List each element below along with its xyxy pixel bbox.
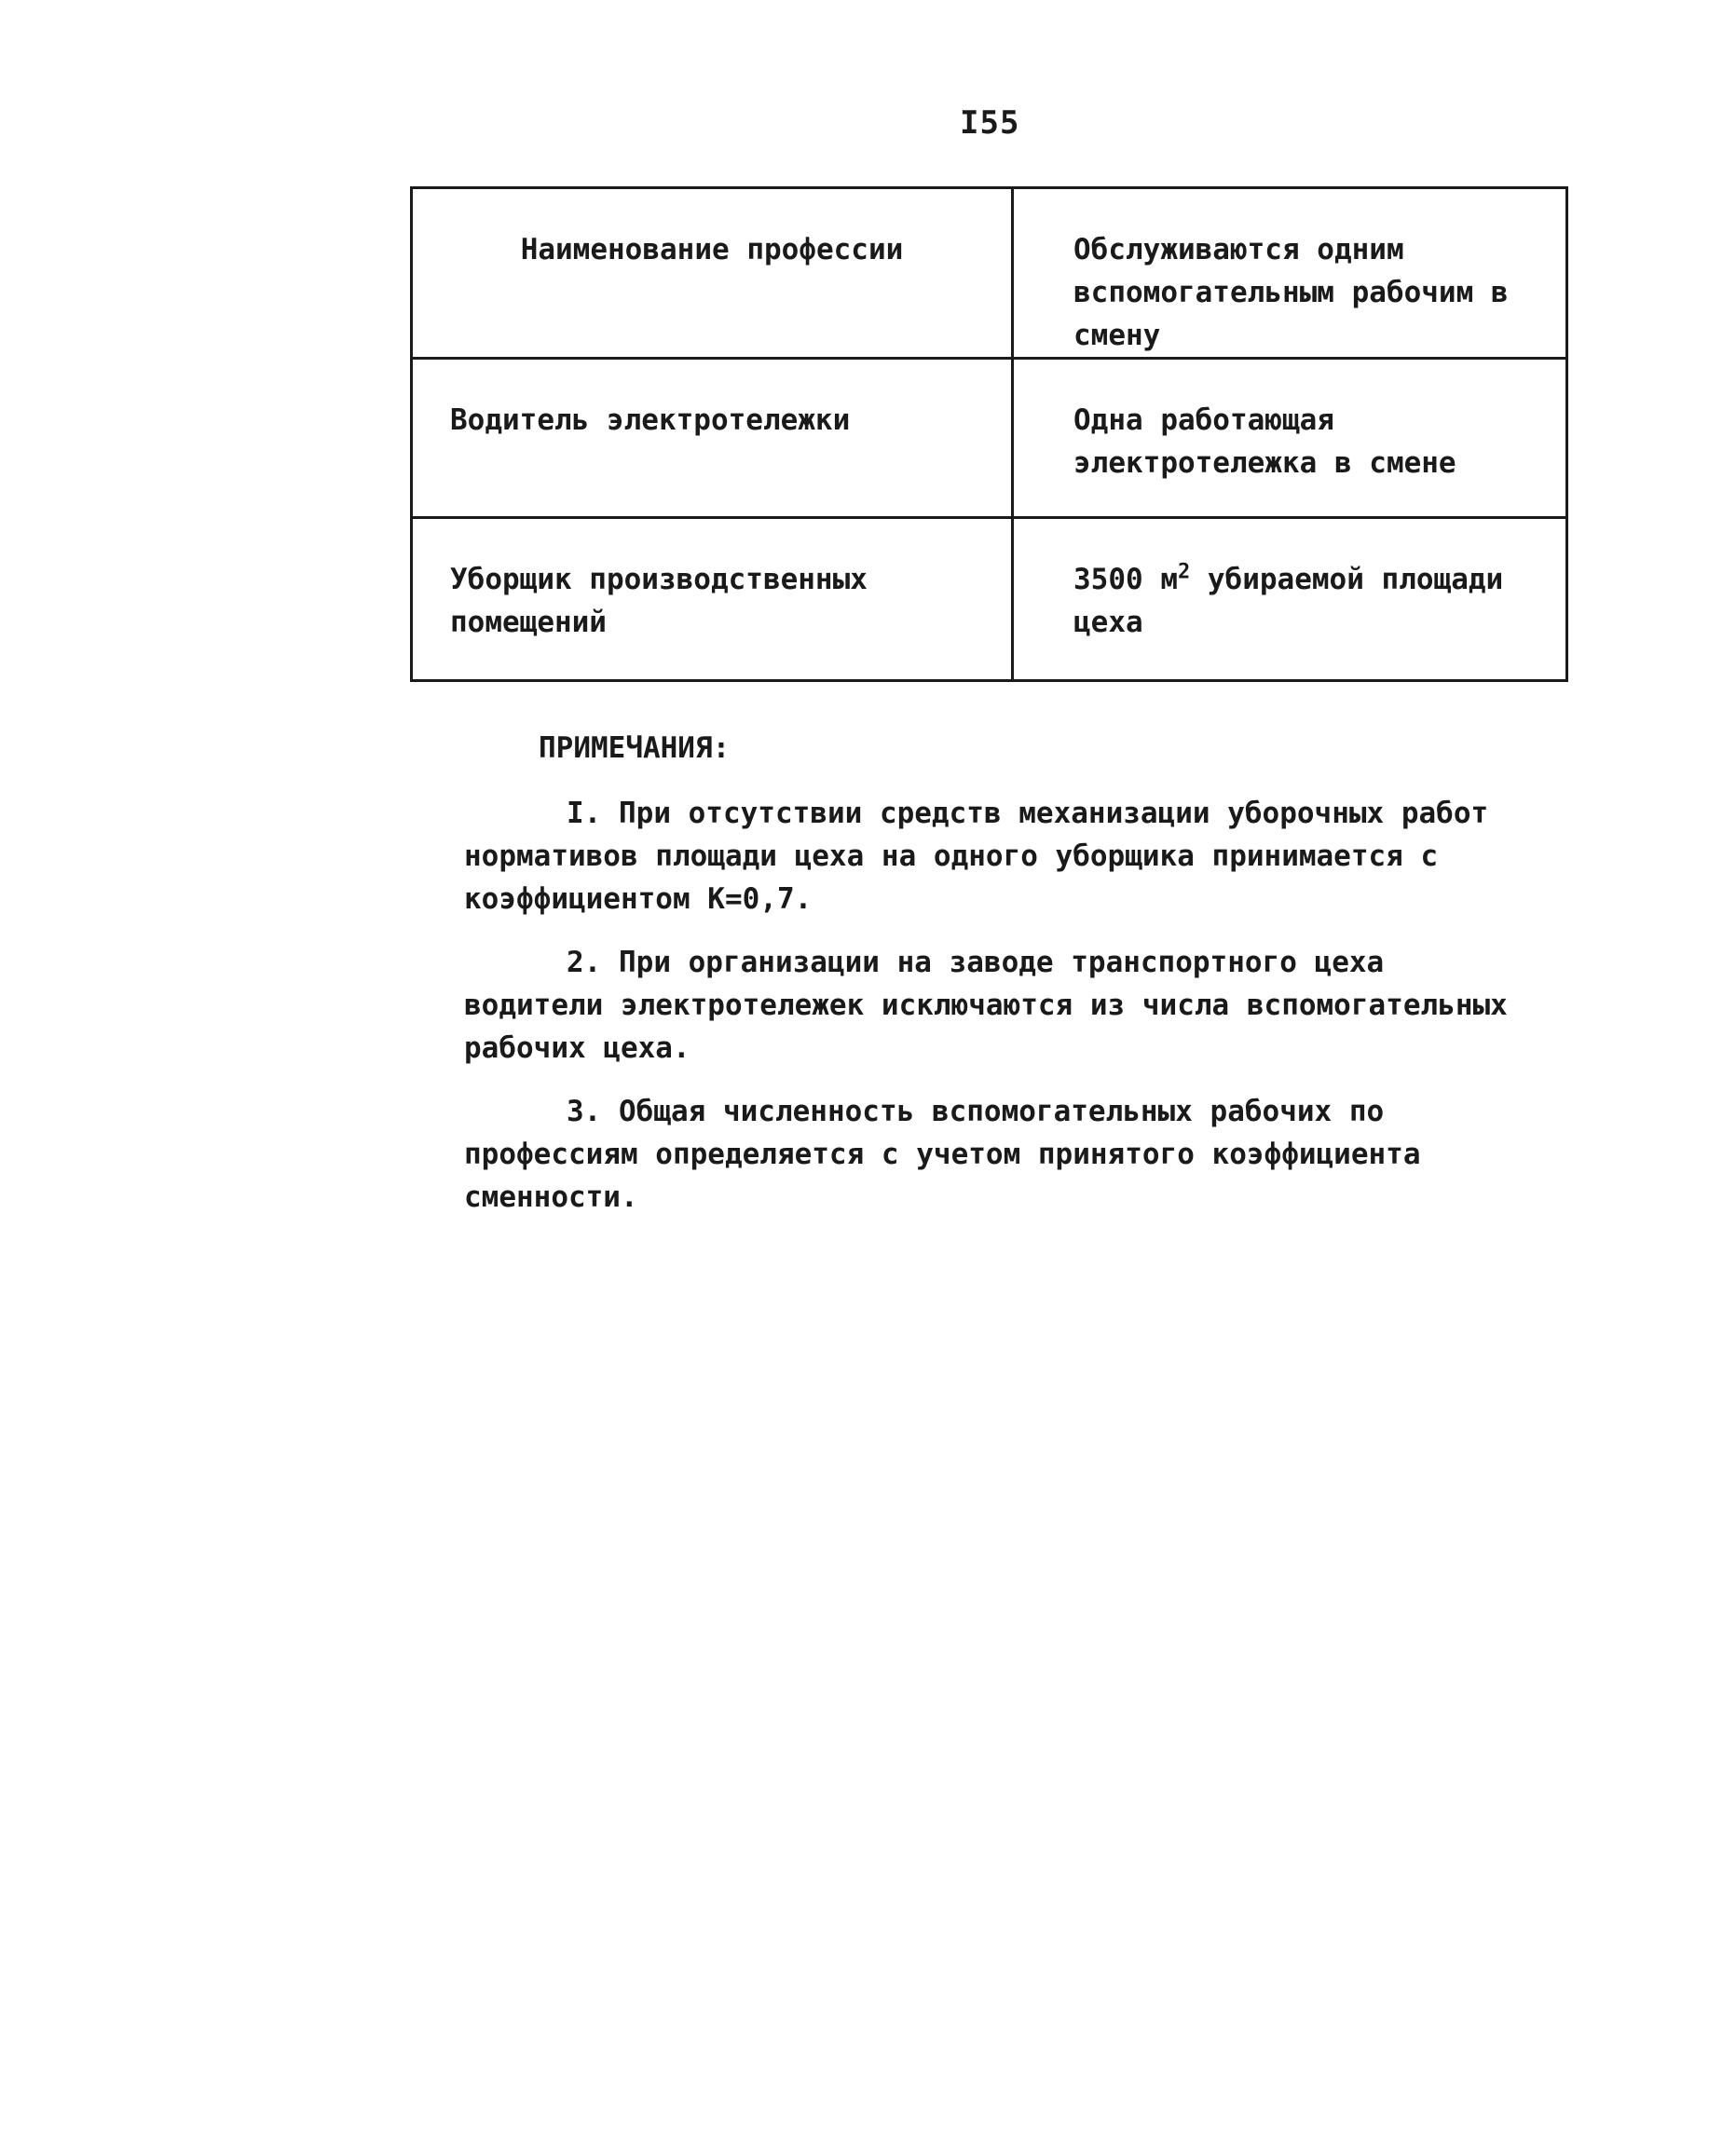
notes-title: ПРИМЕЧАНИЯ: — [539, 731, 731, 765]
norm-rest: убираемой площади цеха — [1073, 563, 1504, 639]
notes-section — [464, 727, 1508, 1239]
table-header-row — [412, 188, 1567, 359]
header-profession-label: Наименование профессии — [520, 233, 904, 266]
cell-norm — [1013, 359, 1567, 518]
norm-exponent: 2 — [1177, 560, 1191, 584]
header-norm-label: Обслуживаются одним вспомогательным рабочим в смену — [1073, 233, 1509, 352]
header-cell-profession — [412, 188, 1013, 359]
page-number: I55 — [960, 104, 1020, 142]
profession-text: Уборщик производственных помещений — [450, 563, 868, 639]
note-item: 3. Общая численность вспомогательных рабочих по профессиям определяется с учетом принятого коэффициента сменности. — [464, 1095, 1421, 1214]
note-item: 2. При организации на заводе транспортного цеха водители электротележек исключаются из числа вспомогательных рабочих цеха. — [464, 946, 1508, 1065]
table-row — [412, 518, 1567, 681]
norm-text — [1014, 519, 1565, 644]
cell-norm — [1013, 518, 1567, 681]
norm-value: 3500 м — [1073, 563, 1178, 596]
table-row — [412, 359, 1567, 518]
norm-text: Одна работающая электротележка в смене — [1073, 403, 1456, 480]
cell-profession — [412, 359, 1013, 518]
profession-text: Водитель электротележки — [450, 403, 851, 437]
cell-profession — [412, 518, 1013, 681]
staffing-norms-table — [410, 186, 1568, 682]
header-cell-norm — [1013, 188, 1567, 359]
note-item: I. При отсутствии средств механизации уборочных работ нормативов площади цеха на одного уборщика принимается с коэффициентом К=0,7. — [464, 797, 1489, 916]
